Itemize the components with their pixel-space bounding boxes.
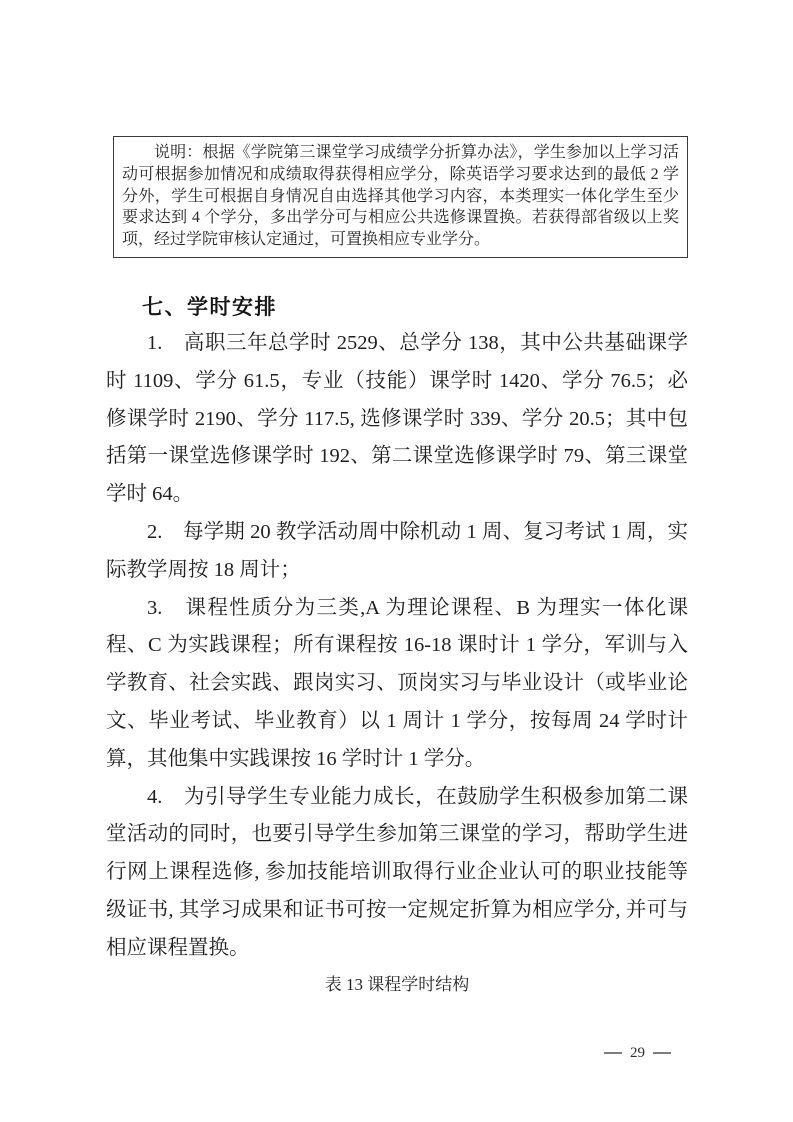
note-box — [113, 136, 688, 258]
page-footer — [604, 1044, 671, 1062]
paragraph-1: 1. 高职三年总学时 2529、总学分 138，其中公共基础课学时 1109、学分 61.5，专业（技能）课学时 1420、学分 76.5；必修课学时 2190、学分 117.5, 选修课学时 339、学分 20.5；其中包括第一课堂选修课学时 192、第二课堂选修课学时 79、第三课堂学时 64。 — [106, 332, 688, 506]
note-text: 说明：根据《学院第三课堂学习成绩学分折算办法》，学生参加以上学习活动可根据参加情况和成绩取得获得相应学分，除英语学习要求达到的最低 2 学分外，学生可根据自身情况自由选择其他学习内容，本类理实一体化学生至少要求达到 4 个学分，多出学分可与相应公共选修课置换。若获得部省级以上奖项，经过学院审核认定通过，可置换相应专业学分。 — [122, 144, 679, 249]
body-text — [106, 325, 688, 998]
paragraph-2: 2. 每学期 20 教学活动周中除机动 1 周、复习考试 1 周，实际教学周按 18 周计； — [106, 520, 688, 581]
paragraph-4: 4. 为引导学生专业能力成长，在鼓励学生积极参加第二课堂活动的同时，也要引导学生参加第三课堂的学习，帮助学生进行网上课程选修, 参加技能培训取得行业企业认可的职业技能等级证书, 其学习成果和证书可按一定规定折算为相应学分, 并可与相应课程置换。 — [106, 785, 688, 959]
footer-dash-right-icon — [653, 1052, 671, 1054]
page-number: 29 — [630, 1044, 645, 1061]
paragraph-3: 3. 课程性质分为三类,A 为理论课程、B 为理实一体化课程、C 为实践课程；所有课程按 16-18 课时计 1 学分，军训与入学教育、社会实践、跟岗实习、顶岗实习与毕业设计（或毕业论文、毕业考试、毕业教育）以 1 周计 1 学分，按每周 24 学时计算，其他集中实践课按 16 学时计 1 学分。 — [106, 596, 688, 770]
footer-dash-left-icon — [604, 1052, 622, 1054]
section-heading: 七、学时安排 — [142, 296, 277, 319]
table-caption: 表 13 课程学时结构 — [324, 974, 470, 994]
